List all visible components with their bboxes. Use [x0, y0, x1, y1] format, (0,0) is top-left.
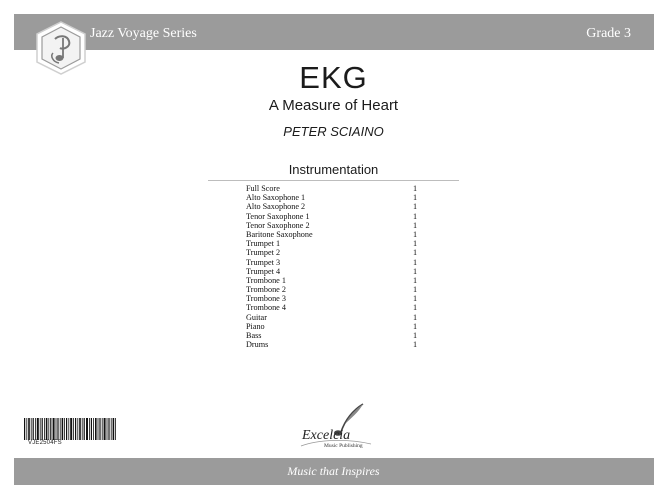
composer-name: PETER SCIAINO: [283, 124, 384, 139]
list-item: [246, 313, 446, 322]
list-item: [246, 202, 446, 211]
instrument-count: 1: [413, 275, 418, 285]
list-item: [246, 303, 446, 312]
instrument-count: 1: [413, 248, 418, 258]
publisher-name: Excelcia: [302, 428, 351, 443]
instrument-count: 1: [413, 211, 418, 221]
list-item: [246, 248, 446, 257]
instrument-count: 1: [413, 321, 418, 331]
instrument-name: Trumpet 2: [246, 248, 281, 258]
instrument-name: Trombone 2: [246, 285, 286, 295]
instrument-name: Trombone 4: [246, 303, 286, 313]
barcode-code: VJE2504FS: [28, 440, 62, 446]
instrument-count: 1: [413, 220, 418, 230]
instrument-name: Trumpet 3: [246, 257, 281, 267]
list-item: [246, 322, 446, 331]
list-item: [246, 267, 446, 276]
instrument-count: 1: [413, 184, 418, 193]
instrument-count: 1: [413, 229, 418, 239]
list-item: [246, 331, 446, 340]
instrumentation-list: [246, 184, 446, 349]
barcode: [24, 418, 116, 440]
list-item: [246, 258, 446, 267]
instrumentation-heading: Instrumentation: [288, 162, 379, 177]
instrument-count: 1: [413, 303, 418, 313]
instrument-name: Tenor Saxophone 2: [246, 220, 310, 230]
instrument-name: Trumpet 1: [246, 239, 281, 249]
instrumentation-divider: [208, 180, 459, 181]
instrument-count: 1: [413, 239, 418, 249]
instrument-count: 1: [413, 266, 418, 276]
list-item: [246, 340, 446, 349]
instrument-name: Bass: [246, 331, 262, 340]
instrument-name: Alto Saxophone 1: [246, 193, 306, 203]
instrument-name: Baritone Saxophone: [246, 229, 313, 239]
list-item: [246, 212, 446, 221]
list-item: [246, 193, 446, 202]
piece-title: EKG: [299, 60, 368, 95]
grade-label: Grade 3: [586, 26, 631, 41]
instrument-count: 1: [413, 340, 418, 350]
instrument-name: Trumpet 4: [246, 266, 281, 276]
list-item: [246, 230, 446, 239]
instrument-name: Tenor Saxophone 1: [246, 211, 310, 221]
instrument-name: Full Score: [246, 184, 280, 193]
piece-subtitle: A Measure of Heart: [268, 97, 399, 114]
instrument-count: 1: [413, 312, 418, 322]
list-item: [246, 239, 446, 248]
instrument-count: 1: [413, 285, 418, 295]
list-item: [246, 276, 446, 285]
instrument-count: 1: [413, 193, 418, 203]
instrument-count: 1: [413, 257, 418, 267]
list-item: [246, 221, 446, 230]
list-item: [246, 184, 446, 193]
instrument-name: Guitar: [246, 312, 267, 322]
publisher-subtitle: Music Publishing: [324, 443, 363, 449]
instrument-count: 1: [413, 331, 418, 340]
instrument-name: Alto Saxophone 2: [246, 202, 306, 212]
instrument-name: Piano: [246, 321, 265, 331]
footer-tagline: Music that Inspires: [287, 464, 380, 478]
instrument-name: Drums: [246, 340, 269, 350]
list-item: [246, 285, 446, 294]
series-title: Jazz Voyage Series: [90, 26, 197, 41]
instrument-name: Trombone 3: [246, 294, 286, 304]
instrument-name: Trombone 1: [246, 275, 286, 285]
list-item: [246, 294, 446, 303]
instrument-count: 1: [413, 294, 418, 304]
instrument-count: 1: [413, 202, 418, 212]
